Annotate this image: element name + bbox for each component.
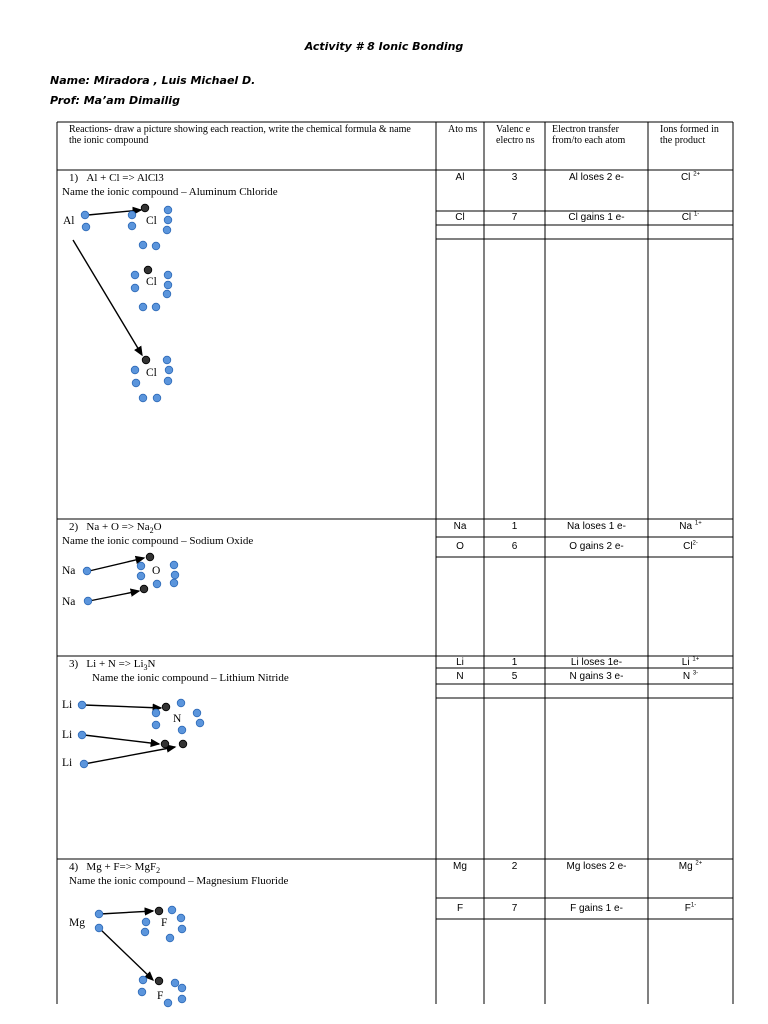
reaction-1-equation: 1) Al + Cl => AlCl3	[69, 172, 164, 184]
r3-valence-1: 1	[511, 657, 518, 668]
valence-electron	[78, 701, 86, 709]
valence-electron	[170, 561, 178, 569]
valence-electron	[95, 924, 103, 932]
r3-label-li-3: Li	[62, 757, 73, 769]
transferred-electron	[144, 266, 152, 274]
valence-electron	[166, 934, 174, 942]
valence-electron	[178, 925, 186, 933]
r3-ion-1: Li $^{1+}$	[681, 656, 700, 668]
r4-transfer-2: F gains 1 e-	[570, 903, 623, 914]
valence-electron	[137, 572, 145, 580]
valence-electron	[165, 366, 173, 374]
transferred-electron	[155, 907, 163, 915]
r2-ion-1: Na $^{1+}$	[679, 520, 702, 532]
valence-electron	[153, 580, 161, 588]
electron-dots	[78, 204, 204, 1007]
valence-electron	[80, 760, 88, 768]
r3-label-li-2: Li	[62, 729, 73, 741]
r3-transfer-2: N gains 3 e-	[569, 671, 624, 682]
r3-valence-2: 5	[511, 671, 518, 682]
r3-atom-1: Li	[456, 657, 464, 668]
r2-atom-1: Na	[453, 521, 467, 532]
r2-valence-2: 6	[511, 541, 518, 552]
r4-atom-2: F	[456, 903, 464, 914]
r1-atom-1: Al	[455, 172, 465, 183]
r4-label-f-2: F	[157, 990, 164, 1002]
reaction-4-compound: Name the ionic compound – Magnesium Fluoride	[69, 875, 289, 887]
r3-atom-2: N	[456, 671, 464, 682]
professor-name: Prof: Ma’am Dimailig	[50, 94, 180, 107]
valence-electron	[178, 995, 186, 1003]
valence-electron	[128, 222, 136, 230]
valence-electron	[178, 726, 186, 734]
valence-electron	[193, 709, 201, 717]
r1-label-cl-3: Cl	[146, 367, 157, 379]
document-title: Activity # 8 Ionic Bonding	[304, 40, 464, 53]
valence-electron	[139, 303, 147, 311]
reaction-4-equation: 4) Mg + F=> MgF$_2$	[69, 861, 161, 876]
r1-label-cl-1: Cl	[146, 215, 157, 227]
valence-electron	[131, 366, 139, 374]
valence-electron	[84, 597, 92, 605]
valence-electron	[152, 721, 160, 729]
r1-transfer-1: Al loses 2 e-	[568, 172, 625, 183]
transferred-electron	[140, 585, 148, 593]
valence-electron	[152, 709, 160, 717]
reaction-2-compound: Name the ionic compound – Sodium Oxide	[62, 535, 254, 547]
r1-label-cl-2: Cl	[146, 276, 157, 288]
transferred-electron	[141, 204, 149, 212]
r2-ion-2: $Cl^{2-}$	[683, 540, 698, 552]
valence-electron	[163, 356, 171, 364]
valence-electron	[139, 241, 147, 249]
valence-electron	[196, 719, 204, 727]
r2-valence-1: 1	[511, 521, 518, 532]
r2-label-o: O	[152, 565, 161, 577]
valence-electron	[139, 976, 147, 984]
r4-label-mg: Mg	[69, 917, 85, 929]
r1-label-al: Al	[63, 215, 75, 227]
r3-label-n: N	[173, 713, 182, 725]
valence-electron	[152, 242, 160, 250]
r4-transfer-1: Mg loses 2 e-	[566, 861, 627, 872]
valence-electron	[168, 906, 176, 914]
r3-label-li-1: Li	[62, 699, 73, 711]
valence-electron	[163, 226, 171, 234]
valence-electron	[171, 979, 179, 987]
r4-ion-2: $F^{1-}$	[684, 902, 697, 914]
transferred-electron	[162, 703, 170, 711]
r2-transfer-2: O gains 2 e-	[569, 541, 624, 552]
valence-electron	[78, 731, 86, 739]
valence-electron	[152, 303, 160, 311]
r1-valence-2: 7	[511, 212, 518, 223]
valence-electron	[164, 216, 172, 224]
valence-electron	[131, 271, 139, 279]
r1-ion-2: Cl $^{1-}$	[681, 211, 700, 223]
valence-electron	[95, 910, 103, 918]
valence-electron	[164, 206, 172, 214]
valence-electron	[164, 377, 172, 385]
reaction-3-equation: 3) $Li + N => Li_3N$	[69, 658, 156, 673]
reaction-2-equation: 2) $Na + O => Na_2O$	[69, 521, 162, 536]
r1-ion-1: Cl $^{2+}$	[680, 171, 701, 183]
r4-label-f-1: F	[161, 917, 168, 929]
valence-electron	[137, 562, 145, 570]
valence-electron	[142, 918, 150, 926]
student-name: Name: Miradora , Luis Michael D.	[50, 74, 256, 87]
valence-electron	[141, 928, 149, 936]
header-ions: Ions formed in the product	[660, 124, 719, 146]
valence-electron	[177, 699, 185, 707]
valence-electron	[81, 211, 89, 219]
r4-valence-1: 2	[511, 861, 518, 872]
r3-transfer-1: Li loses 1e-	[570, 657, 623, 668]
r2-atom-2: O	[456, 541, 464, 552]
r4-valence-2: 7	[511, 903, 518, 914]
valence-electron	[164, 999, 172, 1007]
r1-atom-2: Cl	[455, 212, 465, 223]
valence-electron	[131, 284, 139, 292]
valence-electron	[164, 271, 172, 279]
header-transfer: Electron transfer from/to each atom	[552, 124, 626, 146]
r2-transfer-1: Na loses 1 e-	[567, 521, 626, 532]
r4-ion-1: Mg $^{2+}$	[678, 860, 703, 872]
transferred-electron	[142, 356, 150, 364]
header-reactions: Reactions- draw a picture showing each reaction, write the chemical formula & name the ionic compound	[69, 124, 411, 146]
valence-electron	[82, 223, 90, 231]
valence-electron	[83, 567, 91, 575]
valence-electron	[164, 281, 172, 289]
transferred-electron	[155, 977, 163, 985]
valence-electron	[178, 984, 186, 992]
r2-label-na-1: Na	[62, 565, 76, 577]
r1-transfer-2: Cl gains 1 e-	[568, 212, 625, 223]
r4-atom-1: Mg	[453, 861, 467, 872]
transferred-electron	[161, 740, 169, 748]
r3-ion-2: N $^{3-}$	[682, 670, 699, 682]
valence-electron	[138, 988, 146, 996]
header-valence: Valenc e electro ns	[496, 124, 535, 146]
valence-electron	[153, 394, 161, 402]
r2-label-na-2: Na	[62, 596, 76, 608]
valence-electron	[128, 211, 136, 219]
transferred-electron	[146, 553, 154, 561]
valence-electron	[139, 394, 147, 402]
reaction-1-compound: Name the ionic compound – Aluminum Chloride	[62, 186, 278, 198]
valence-electron	[170, 579, 178, 587]
r1-valence-1: 3	[511, 172, 518, 183]
transferred-electron	[179, 740, 187, 748]
valence-electron	[171, 571, 179, 579]
valence-electron	[163, 290, 171, 298]
valence-electron	[132, 379, 140, 387]
valence-electron	[177, 914, 185, 922]
header-atoms: Ato ms	[448, 124, 478, 135]
reaction-3-compound: Name the ionic compound – Lithium Nitride	[92, 672, 289, 684]
